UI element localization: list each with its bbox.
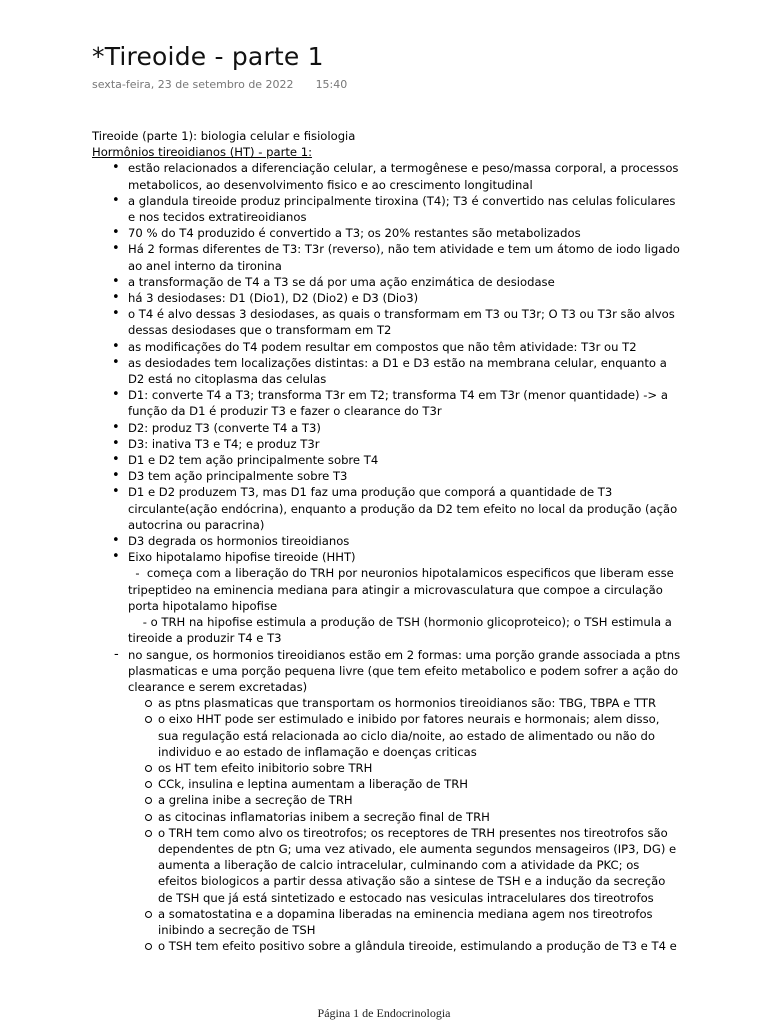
bullet-list [92,160,682,695]
sub-list-item: o TSH tem efeito positivo sobre a glândula tireoide, estimulando a produção de T3 e T4 e [92,938,682,954]
sub-list-item: os HT tem efeito inibitorio sobre TRH [92,760,682,776]
list-item-blood [92,647,682,696]
sub-list-item: a grelina inibe a secreção de TRH [92,792,682,808]
list-item: • a transformação de T4 a T3 se dá por uma ação enzimática de desiodase [92,274,682,290]
sub-list-item: a somatostatina e a dopamina liberadas na eminencia mediana agem nos tireotrofos inibindo a secreção de TSH [92,906,682,938]
page-title: *Tireoide - parte 1 [92,42,324,71]
hht-label: Eixo hipotalamo hipofise tireoide (HHT) [128,550,356,565]
list-item: • as modificações do T4 podem resultar em compostos que não têm atividade: T3r ou T2 [92,339,682,355]
list-item: • D1 e D2 produzem T3, mas D1 faz uma produção que comporá a quantidade de T3 circulante(ação endócrina), enquanto a produção da D2 tem efeito no local da produção (ação autocrina ou paracrina) [92,484,682,533]
list-item: • D2: produz T3 (converte T4 a T3) [92,420,682,436]
sub-bullet-list [92,695,682,954]
list-item: • D3 degrada os hormonios tireoidianos [92,533,682,549]
sub-list-item: as ptns plasmaticas que transportam os hormonios tireoidianos são: TBG, TBPA e TTR [92,695,682,711]
sub-list-item: o TRH tem como alvo os tireotrofos; os receptores de TRH presentes nos tireotrofos são dependentes de ptn G; uma vez ativado, ele aumenta segundos mensageiros (IP3, DG) e aumenta a liberação de calcio intracelular, culminando com a atividade da PKC; os efeitos biologicos a partir dessa ativação são a sintese de TSH e a indução da secreção de TSH que já está sintetizado e estocado nas vesiculas intracelulares dos tireotrofos [92,825,682,906]
note-content [92,128,682,954]
list-item: • há 3 desiodases: D1 (Dio1), D2 (Dio2) e D3 (Dio3) [92,290,682,306]
list-item: • o T4 é alvo dessas 3 desiodases, as quais o transformam em T3 ou T3r; O T3 ou T3r são alvos dessas desiodases que o transformam em T2 [92,306,682,338]
list-item: • D3: inativa T3 e T4; e produz T3r [92,436,682,452]
blood-label: no sangue, os hormonios tireoidianos estão em 2 formas: uma porção grande associada a ptns plasmaticas e uma porção pequena livre (que tem efeito metabolico e podem sofrer a ação do clearance e serem excretadas) [128,647,681,694]
sub-list-item: as citocinas inflamatorias inibem a secreção final de TRH [92,809,682,825]
sub-list-item: o eixo HHT pode ser estimulado e inibido por fatores neurais e hormonais; alem disso, sua regulação está relacionada ao ciclo dia/noite, ao estado de alimentado ou não do individuo e ao estado de inflamação e doenças criticas [92,711,682,760]
page-date: sexta-feira, 23 de setembro de 2022 [92,78,294,91]
hht-detail-2: - o TRH na hipofise estimula a produção de TSH (hormonio glicoproteico); o TSH estimula a tireoide a produzir T4 e T3 [128,615,676,646]
section-heading: Tireoide (parte 1): biologia celular e fisiologia [92,129,356,143]
section-subheading: Hormônios tireoidianos (HT) - parte 1: [92,145,313,160]
sub-list-item: CCk, insulina e leptina aumentam a liberação de TRH [92,776,682,792]
list-item: • Há 2 formas diferentes de T3: T3r (reverso), não tem atividade e tem um átomo de iodo ligado ao anel interno da tironina [92,241,682,273]
list-item-hht [92,549,682,646]
page-time: 15:40 [315,78,348,91]
list-item: • estão relacionados a diferenciação celular, a termogênese e peso/massa corporal, a processos metabolicos, ao desenvolvimento fisico e ao crescimento longitudinal [92,160,682,192]
page-footer: Página 1 de Endocrinologia [317,1006,451,1020]
list-item: • D1: converte T4 a T3; transforma T3r em T2; transforma T4 em T3r (menor quantidade) -> a função da D1 é produzir T3 e fazer o clearance do T3r [92,387,682,419]
list-item: • 70 % do T4 produzido é convertido a T3; os 20% restantes são metabolizados [92,225,682,241]
hht-detail-1: - começa com a liberação do TRH por neuronios hipotalamicos especificos que liberam esse tripeptideo na eminencia mediana para atingir a microvasculatura que compoe a circulação porta hipotalamo hipofise [128,566,678,613]
list-item: • D3 tem ação principalmente sobre T3 [92,468,682,484]
page-meta [92,78,347,91]
list-item: • as desiodades tem localizações distintas: a D1 e D3 estão na membrana celular, enquanto a D2 está no citoplasma das celulas [92,355,682,387]
list-item: • D1 e D2 tem ação principalmente sobre T4 [92,452,682,468]
list-item: • a glandula tireoide produz principalmente tiroxina (T4); T3 é convertido nas celulas foliculares e nos tecidos extratireoidianos [92,193,682,225]
